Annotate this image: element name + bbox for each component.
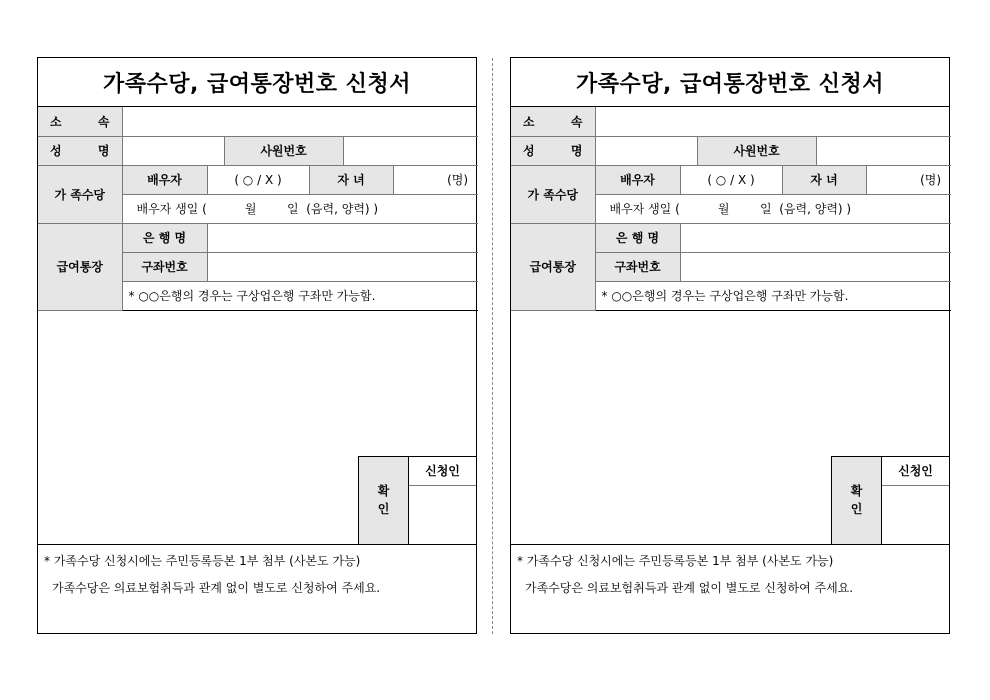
- footer-note-1: * 가족수당 신청시에는 주민등록등본 1부 첨부 (사본도 가능): [44, 553, 361, 568]
- application-form-left: [37, 57, 477, 634]
- confirm-box: [831, 456, 949, 544]
- spouse-field[interactable]: ( ○ / X ): [680, 165, 782, 194]
- applicant-label: 신청인: [882, 457, 949, 486]
- confirm-box: [358, 456, 476, 544]
- spouse-label: 배우자: [595, 165, 680, 194]
- cut-line: [492, 58, 493, 634]
- name-label: 성 명: [38, 136, 122, 165]
- form-title: 가족수당, 급여통장번호 신청서: [38, 58, 476, 107]
- salary-account-label: 급여통장: [511, 223, 595, 310]
- applicant-label: 신청인: [409, 457, 476, 486]
- affiliation-field[interactable]: [595, 107, 951, 136]
- bank-note: * ○○은행의 경우는 구상업은행 구좌만 가능함.: [122, 281, 478, 310]
- bank-name-label: 은 행 명: [122, 223, 207, 252]
- employee-no-label: 사원번호: [224, 136, 343, 165]
- bank-row-1: [511, 223, 951, 252]
- name-field[interactable]: [122, 136, 224, 165]
- confirm-label: 확 인: [359, 457, 409, 544]
- family-row-1: [511, 165, 951, 194]
- employee-no-field[interactable]: [343, 136, 478, 165]
- account-no-label: 구좌번호: [595, 252, 680, 281]
- name-row: [511, 136, 951, 165]
- affiliation-row: [38, 107, 478, 136]
- affiliation-label: 소 속: [511, 107, 595, 136]
- name-row: [38, 136, 478, 165]
- salary-account-label: 급여통장: [38, 223, 122, 310]
- bank-note: * ○○은행의 경우는 구상업은행 구좌만 가능함.: [595, 281, 951, 310]
- account-no-label: 구좌번호: [122, 252, 207, 281]
- spouse-birth-field[interactable]: 배우자 생일 ( 월 일 (음력, 양력) ): [595, 194, 951, 223]
- footer-note-1: * 가족수당 신청시에는 주민등록등본 1부 첨부 (사본도 가능): [517, 553, 834, 568]
- footer-note-2: 가족수당은 의료보험취득과 관계 없이 별도로 신청하여 주세요.: [52, 580, 381, 595]
- name-label: 성 명: [511, 136, 595, 165]
- account-no-field[interactable]: [207, 252, 478, 281]
- form-table: [511, 107, 951, 311]
- children-label: 자 녀: [782, 165, 866, 194]
- form-footer: [511, 545, 949, 604]
- free-area: [511, 311, 949, 545]
- affiliation-row: [511, 107, 951, 136]
- affiliation-label: 소 속: [38, 107, 122, 136]
- bank-name-label: 은 행 명: [595, 223, 680, 252]
- form-footer: [38, 545, 476, 604]
- family-allowance-label: 가 족수당: [38, 165, 122, 223]
- form-title: 가족수당, 급여통장번호 신청서: [511, 58, 949, 107]
- name-field[interactable]: [595, 136, 697, 165]
- spouse-birth-field[interactable]: 배우자 생일 ( 월 일 (음력, 양력) ): [122, 194, 478, 223]
- bank-row-1: [38, 223, 478, 252]
- family-row-1: [38, 165, 478, 194]
- spouse-label: 배우자: [122, 165, 207, 194]
- bank-name-field[interactable]: [680, 223, 951, 252]
- children-field[interactable]: (명): [866, 165, 951, 194]
- footer-note-2: 가족수당은 의료보험취득과 관계 없이 별도로 신청하여 주세요.: [525, 580, 854, 595]
- spouse-field[interactable]: ( ○ / X ): [207, 165, 309, 194]
- family-allowance-label: 가 족수당: [511, 165, 595, 223]
- children-field[interactable]: (명): [393, 165, 478, 194]
- children-label: 자 녀: [309, 165, 393, 194]
- confirm-label: 확 인: [832, 457, 882, 544]
- form-table: [38, 107, 478, 311]
- application-form-right: [510, 57, 950, 634]
- employee-no-field[interactable]: [816, 136, 951, 165]
- account-no-field[interactable]: [680, 252, 951, 281]
- free-area: [38, 311, 476, 545]
- bank-name-field[interactable]: [207, 223, 478, 252]
- employee-no-label: 사원번호: [697, 136, 816, 165]
- affiliation-field[interactable]: [122, 107, 478, 136]
